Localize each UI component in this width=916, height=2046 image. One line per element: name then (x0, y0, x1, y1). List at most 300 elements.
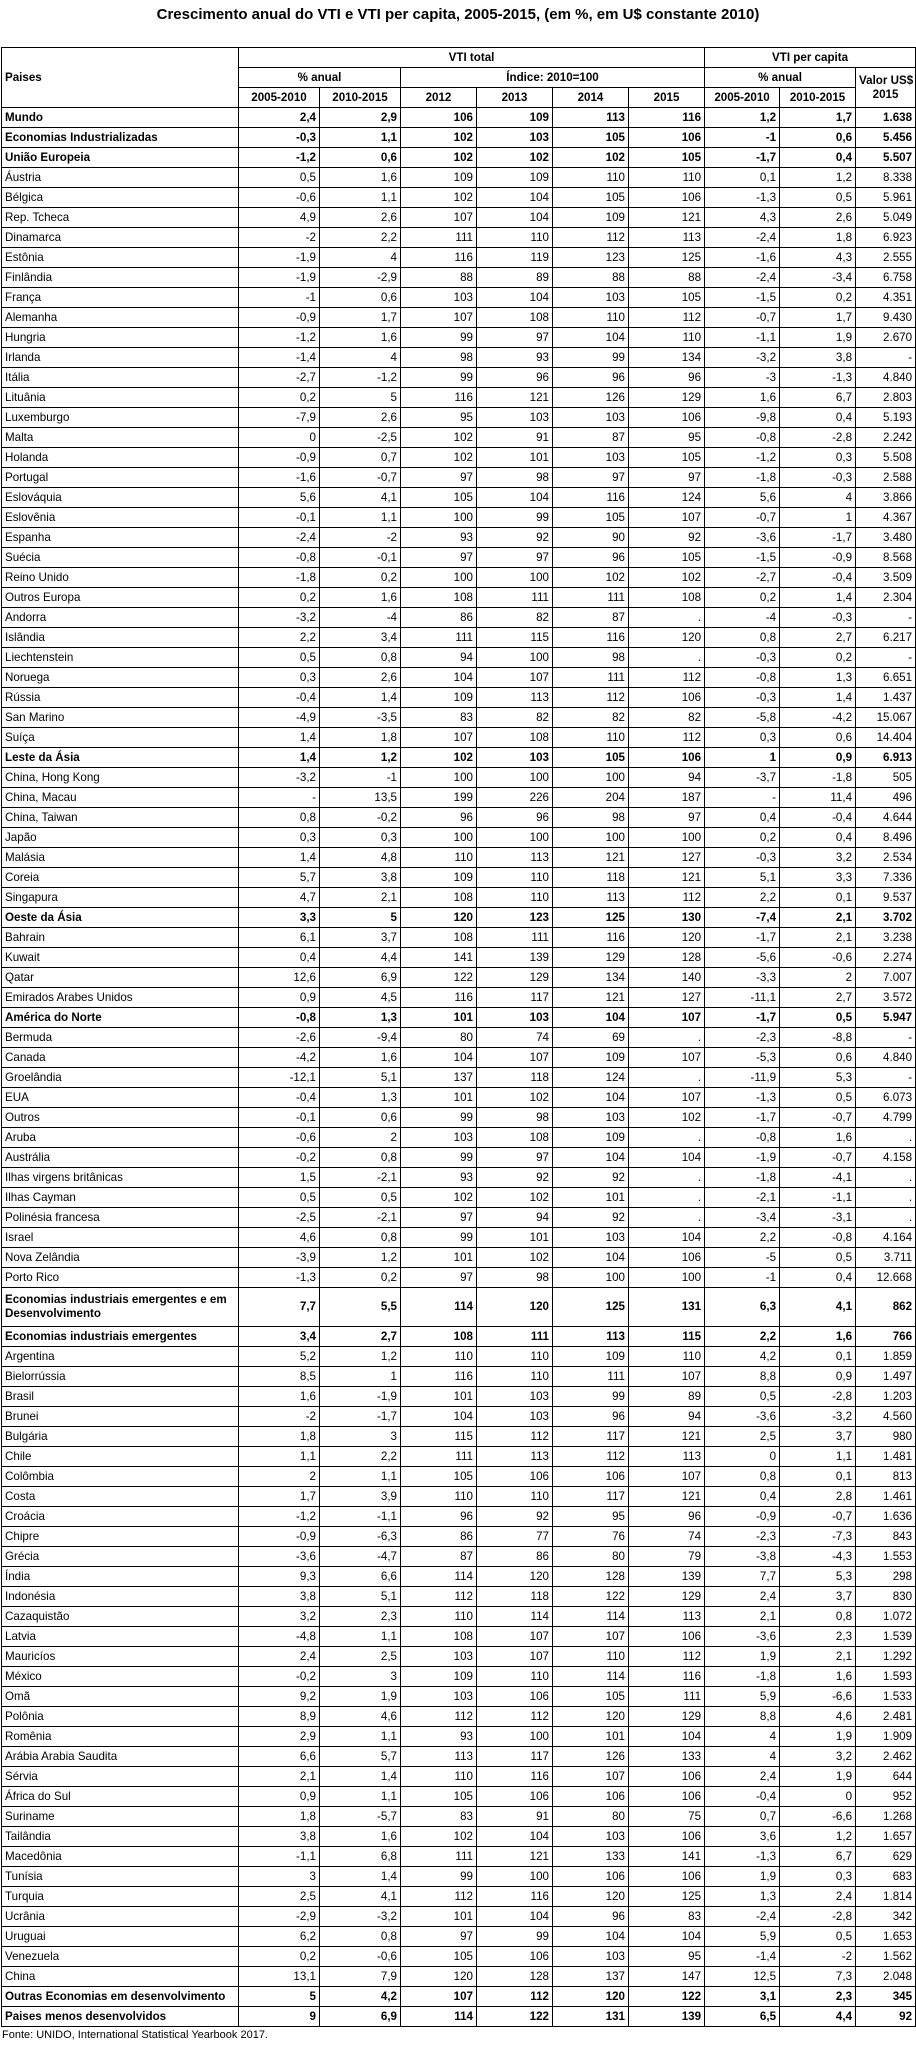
table-cell: -1 (705, 128, 780, 148)
table-cell: 88 (629, 268, 705, 288)
table-row (2, 548, 916, 568)
table-cell: 101 (401, 1008, 477, 1028)
table-cell: 3 (239, 1867, 320, 1887)
table-cell: 103 (553, 1108, 629, 1128)
table-row (2, 1088, 916, 1108)
table-cell: 1,1 (320, 188, 401, 208)
table-cell: 1,2 (780, 168, 856, 188)
table-cell: 110 (629, 1347, 705, 1367)
table-cell: 105 (401, 488, 477, 508)
table-cell: 121 (477, 1847, 553, 1867)
country-name: Itália (2, 368, 239, 388)
header-vti-per-capita: VTI per capita (705, 48, 916, 68)
table-cell: -2,4 (239, 528, 320, 548)
table-cell: 3,3 (780, 868, 856, 888)
table-row (2, 1707, 916, 1727)
table-cell: 1,1 (320, 1727, 401, 1747)
table-cell: 1.657 (856, 1827, 916, 1847)
table-cell: 102 (401, 428, 477, 448)
header-col: 2015 (629, 88, 705, 108)
table-cell: 5,7 (320, 1747, 401, 1767)
table-cell: -1,1 (239, 1847, 320, 1867)
table-cell: 1 (780, 508, 856, 528)
table-cell: 3,7 (320, 928, 401, 948)
table-cell: 95 (629, 428, 705, 448)
table-cell: 14.404 (856, 728, 916, 748)
table-cell: 69 (553, 1028, 629, 1048)
table-cell: 110 (553, 1647, 629, 1667)
table-cell: 111 (477, 1327, 553, 1347)
table-cell: 6.651 (856, 668, 916, 688)
table-row (2, 1028, 916, 1048)
table-cell: 120 (477, 1288, 553, 1327)
table-cell: 102 (553, 568, 629, 588)
table-cell: -4,7 (320, 1547, 401, 1567)
table-cell: 102 (401, 1188, 477, 1208)
table-cell: 226 (477, 788, 553, 808)
table-cell: 0,5 (239, 1188, 320, 1208)
table-cell: 115 (477, 628, 553, 648)
country-name: China, Macau (2, 788, 239, 808)
table-cell: 2.803 (856, 388, 916, 408)
country-name: Colômbia (2, 1467, 239, 1487)
table-cell: 6,2 (239, 1927, 320, 1947)
table-cell: 110 (401, 1347, 477, 1367)
table-cell: 130 (629, 908, 705, 928)
table-cell: 2,4 (239, 108, 320, 128)
table-cell: 1,6 (320, 168, 401, 188)
country-name: Dinamarca (2, 228, 239, 248)
table-cell: 108 (477, 1128, 553, 1148)
table-cell: 4 (320, 248, 401, 268)
table-cell: 105 (553, 748, 629, 768)
table-row (2, 408, 916, 428)
table-cell: 104 (401, 1407, 477, 1427)
table-cell: -3,2 (705, 348, 780, 368)
table-row (2, 1128, 916, 1148)
table-row (2, 528, 916, 548)
table-row (2, 1687, 916, 1707)
table-cell: 111 (629, 1687, 705, 1707)
table-cell: 0,8 (320, 1927, 401, 1947)
table-cell: 103 (477, 1008, 553, 1028)
table-cell: 766 (856, 1327, 916, 1347)
table-cell: 97 (401, 468, 477, 488)
table-cell: 99 (477, 1927, 553, 1947)
table-cell: 1.814 (856, 1887, 916, 1907)
table-cell: 104 (629, 1148, 705, 1168)
country-name: Economias industriais emergentes (2, 1327, 239, 1347)
table-cell: 3.238 (856, 928, 916, 948)
table-cell: 8,5 (239, 1367, 320, 1387)
table-cell: 96 (553, 368, 629, 388)
table-cell: -0,3 (705, 848, 780, 868)
table-cell: 0,5 (320, 1188, 401, 1208)
table-cell: 92 (629, 528, 705, 548)
table-cell: -2,8 (780, 1907, 856, 1927)
table-cell: 121 (629, 208, 705, 228)
table-cell: 103 (477, 1387, 553, 1407)
table-cell: -0,9 (780, 548, 856, 568)
country-name: América do Norte (2, 1008, 239, 1028)
table-cell: 0,5 (705, 1387, 780, 1407)
table-row (2, 928, 916, 948)
page-title: Crescimento anual do VTI e VTI per capita, 2005-2015, (em %, em U$ constante 2010) (156, 6, 760, 23)
table-cell: 0,1 (780, 1467, 856, 1487)
header-col: 2005-2010 (239, 88, 320, 108)
country-name: Leste da Ásia (2, 748, 239, 768)
table-cell: 103 (477, 408, 553, 428)
table-cell: 5,1 (705, 868, 780, 888)
table-cell: 1,1 (320, 1467, 401, 1487)
table-cell: 12,6 (239, 968, 320, 988)
table-cell: - (856, 608, 916, 628)
table-cell: 1,4 (239, 748, 320, 768)
table-cell: 94 (629, 768, 705, 788)
table-cell: 104 (553, 1008, 629, 1028)
table-cell: 107 (401, 1987, 477, 2007)
table-cell: -3,2 (780, 1407, 856, 1427)
table-cell: 6.913 (856, 748, 916, 768)
table-cell: 4,1 (780, 1288, 856, 1327)
table-cell: 2,2 (239, 628, 320, 648)
table-cell: 96 (553, 548, 629, 568)
country-name: Japão (2, 828, 239, 848)
table-cell: 0,3 (780, 1867, 856, 1887)
table-cell: 0,5 (239, 168, 320, 188)
table-cell: 3,2 (239, 1607, 320, 1627)
country-name: Austrália (2, 1148, 239, 1168)
table-row (2, 1907, 916, 1927)
country-name: Liechtenstein (2, 648, 239, 668)
table-cell: . (629, 1068, 705, 1088)
table-cell: 102 (401, 748, 477, 768)
table-cell: 8,9 (239, 1707, 320, 1727)
table-cell: 110 (553, 168, 629, 188)
table-cell: 106 (629, 1767, 705, 1787)
country-name: Brasil (2, 1387, 239, 1407)
table-row (2, 368, 916, 388)
table-cell: -1,2 (239, 328, 320, 348)
header-col: 2014 (553, 88, 629, 108)
table-cell: 107 (477, 668, 553, 688)
country-name: Canada (2, 1048, 239, 1068)
table-cell: 110 (477, 888, 553, 908)
table-cell: 2,6 (780, 208, 856, 228)
table-cell: 112 (477, 1707, 553, 1727)
table-cell: . (629, 1208, 705, 1228)
table-cell: 96 (401, 808, 477, 828)
table-row (2, 748, 916, 768)
header-valor-us (856, 68, 916, 108)
table-cell: 112 (477, 1427, 553, 1447)
table-cell: 2,6 (320, 408, 401, 428)
table-cell: -1,6 (239, 468, 320, 488)
table-cell: 1,9 (705, 1867, 780, 1887)
table-cell: -1,2 (705, 448, 780, 468)
country-name: Ilhas virgens britânicas (2, 1168, 239, 1188)
table-cell: 75 (629, 1807, 705, 1827)
table-cell: 113 (629, 228, 705, 248)
table-cell: 1,4 (780, 688, 856, 708)
table-cell: 3,8 (320, 868, 401, 888)
country-name: Eslováquia (2, 488, 239, 508)
country-name: Lituânia (2, 388, 239, 408)
table-cell: 110 (401, 1607, 477, 1627)
country-name: Outros Europa (2, 588, 239, 608)
table-cell: 5.947 (856, 1008, 916, 1028)
country-name: Chipre (2, 1527, 239, 1547)
table-cell: 496 (856, 788, 916, 808)
table-cell: 116 (477, 1887, 553, 1907)
table-cell: 0,3 (239, 828, 320, 848)
table-cell: 0,4 (780, 828, 856, 848)
table-cell: -0,3 (705, 648, 780, 668)
table-cell: 77 (477, 1527, 553, 1547)
table-cell: 843 (856, 1527, 916, 1547)
table-cell: 96 (629, 1507, 705, 1527)
country-name: Costa (2, 1487, 239, 1507)
table-row (2, 908, 916, 928)
table-cell: 0,4 (239, 948, 320, 968)
table-cell: 1,4 (320, 1767, 401, 1787)
table-cell: 5 (320, 908, 401, 928)
country-name: Polinésia francesa (2, 1208, 239, 1228)
table-cell: 82 (629, 708, 705, 728)
data-table (1, 47, 916, 2027)
table-cell: -0,7 (320, 468, 401, 488)
table-cell: 112 (629, 888, 705, 908)
table-cell: 2.048 (856, 1967, 916, 1987)
table-cell: 0,1 (780, 1347, 856, 1367)
table-row (2, 228, 916, 248)
table-cell: -4,8 (239, 1627, 320, 1647)
country-name: Grécia (2, 1547, 239, 1567)
table-cell: 107 (629, 1088, 705, 1108)
table-cell: 0,6 (780, 728, 856, 748)
table-cell: 1,4 (239, 848, 320, 868)
table-cell: 2,4 (780, 1887, 856, 1907)
table-cell: 1.481 (856, 1447, 916, 1467)
table-cell: 2,5 (705, 1427, 780, 1447)
table-row (2, 1387, 916, 1407)
table-cell: 108 (401, 1327, 477, 1347)
table-cell: 1.553 (856, 1547, 916, 1567)
table-cell: 99 (401, 1108, 477, 1128)
table-cell: -2,7 (239, 368, 320, 388)
table-cell: 129 (477, 968, 553, 988)
table-cell: -0,8 (780, 1228, 856, 1248)
table-cell: 5,1 (320, 1068, 401, 1088)
table-cell: 87 (553, 428, 629, 448)
table-cell: 345 (856, 1987, 916, 2007)
table-cell: 1 (320, 1367, 401, 1387)
table-cell: 103 (553, 408, 629, 428)
table-cell: 1,9 (780, 1727, 856, 1747)
table-cell: 76 (553, 1527, 629, 1547)
table-row (2, 1747, 916, 1767)
table-cell: -0,8 (705, 1128, 780, 1148)
table-cell: 93 (401, 528, 477, 548)
table-row (2, 468, 916, 488)
table-cell: 121 (629, 868, 705, 888)
table-cell: 106 (629, 748, 705, 768)
table-cell: 91 (477, 428, 553, 448)
table-cell: -2,1 (320, 1208, 401, 1228)
table-cell: -2,4 (705, 1907, 780, 1927)
table-cell: 125 (553, 908, 629, 928)
table-row (2, 1807, 916, 1827)
table-cell: 97 (553, 468, 629, 488)
table-cell: 104 (629, 1927, 705, 1947)
table-cell: 0,8 (780, 1607, 856, 1627)
table-cell: - (856, 1028, 916, 1048)
table-cell: - (856, 348, 916, 368)
table-cell: 1,8 (239, 1427, 320, 1447)
table-cell: -1,7 (705, 148, 780, 168)
table-cell: 105 (629, 288, 705, 308)
table-cell: 4 (780, 488, 856, 508)
table-cell: 1,6 (320, 328, 401, 348)
table-cell: 111 (401, 228, 477, 248)
table-cell: 2.462 (856, 1747, 916, 1767)
table-row (2, 888, 916, 908)
table-cell: 116 (629, 1667, 705, 1687)
table-cell: 80 (553, 1547, 629, 1567)
table-cell: 0,5 (780, 188, 856, 208)
table-cell: 111 (477, 928, 553, 948)
table-cell: 104 (477, 488, 553, 508)
table-cell: 134 (629, 348, 705, 368)
table-cell: -3,6 (705, 528, 780, 548)
country-name: Outros (2, 1108, 239, 1128)
table-cell: 9.430 (856, 308, 916, 328)
country-name: Suécia (2, 548, 239, 568)
table-cell: -2,8 (780, 1387, 856, 1407)
country-name: Portugal (2, 468, 239, 488)
table-cell: 121 (553, 988, 629, 1008)
country-name: Malásia (2, 848, 239, 868)
table-row (2, 1188, 916, 1208)
table-cell: -3,5 (320, 708, 401, 728)
table-cell: 4,6 (239, 1228, 320, 1248)
table-cell: 0,8 (320, 1228, 401, 1248)
table-cell: 106 (629, 128, 705, 148)
country-name: Indonésia (2, 1587, 239, 1607)
table-cell: 108 (401, 888, 477, 908)
country-name: Bélgica (2, 188, 239, 208)
table-cell: 1,1 (239, 1447, 320, 1467)
table-cell: 103 (401, 1647, 477, 1667)
table-cell: 106 (477, 1687, 553, 1707)
table-cell: 1.461 (856, 1487, 916, 1507)
table-cell: . (856, 1128, 916, 1148)
country-name: Bermuda (2, 1028, 239, 1048)
table-cell: -3,6 (705, 1627, 780, 1647)
table-cell: 83 (401, 708, 477, 728)
table-row (2, 1427, 916, 1447)
table-cell: 102 (477, 1188, 553, 1208)
table-cell: -1 (320, 768, 401, 788)
table-cell: 83 (629, 1907, 705, 1927)
table-row (2, 1947, 916, 1967)
table-cell: 131 (629, 1288, 705, 1327)
table-row (2, 1767, 916, 1787)
table-cell: 74 (477, 1028, 553, 1048)
table-cell: 96 (477, 808, 553, 828)
table-cell: 141 (401, 948, 477, 968)
table-cell: 6,6 (239, 1747, 320, 1767)
table-cell: 6,3 (705, 1288, 780, 1327)
country-name: Groelândia (2, 1068, 239, 1088)
table-row (2, 968, 916, 988)
table-cell: 110 (477, 1667, 553, 1687)
table-cell: 92 (477, 1507, 553, 1527)
table-cell: 88 (401, 268, 477, 288)
table-cell: 0,2 (705, 588, 780, 608)
table-cell: 644 (856, 1767, 916, 1787)
table-cell: 0,8 (320, 1148, 401, 1168)
table-row (2, 168, 916, 188)
table-cell: 97 (401, 1208, 477, 1228)
table-cell: 100 (401, 768, 477, 788)
table-cell: 0,5 (239, 648, 320, 668)
table-cell: 113 (401, 1747, 477, 1767)
table-cell: 102 (401, 128, 477, 148)
table-cell: 89 (477, 268, 553, 288)
table-cell: 4,1 (320, 1887, 401, 1907)
table-cell: 127 (629, 988, 705, 1008)
table-cell: 2,7 (320, 1327, 401, 1347)
table-cell: 82 (477, 708, 553, 728)
table-cell: -0,4 (780, 568, 856, 588)
table-cell: 3 (320, 1427, 401, 1447)
table-row (2, 508, 916, 528)
table-cell: 80 (401, 1028, 477, 1048)
table-row (2, 768, 916, 788)
table-row (2, 1827, 916, 1847)
table-cell: 0,3 (780, 448, 856, 468)
country-name: Venezuela (2, 1947, 239, 1967)
table-cell: 118 (477, 1587, 553, 1607)
table-cell: 2,9 (320, 108, 401, 128)
table-cell: 1,4 (320, 688, 401, 708)
table-cell: 95 (553, 1507, 629, 1527)
country-name: Índia (2, 1567, 239, 1587)
table-cell: 1.636 (856, 1507, 916, 1527)
table-cell: 106 (629, 1827, 705, 1847)
table-cell: 1.593 (856, 1667, 916, 1687)
table-cell: 1,1 (780, 1447, 856, 1467)
table-cell: 5,1 (320, 1587, 401, 1607)
table-cell: 108 (477, 308, 553, 328)
table-cell: 4 (705, 1727, 780, 1747)
table-row (2, 128, 916, 148)
table-cell: 116 (401, 1367, 477, 1387)
table-cell: 199 (401, 788, 477, 808)
table-cell: 109 (553, 1347, 629, 1367)
table-cell: 107 (629, 1008, 705, 1028)
table-cell: 110 (477, 1347, 553, 1367)
table-cell: 112 (629, 1647, 705, 1667)
table-cell: 125 (553, 1288, 629, 1327)
table-cell: 112 (629, 668, 705, 688)
table-cell: 2,4 (705, 1587, 780, 1607)
table-cell: 110 (477, 228, 553, 248)
table-row (2, 1607, 916, 1627)
table-row (2, 1587, 916, 1607)
table-cell: 116 (401, 248, 477, 268)
